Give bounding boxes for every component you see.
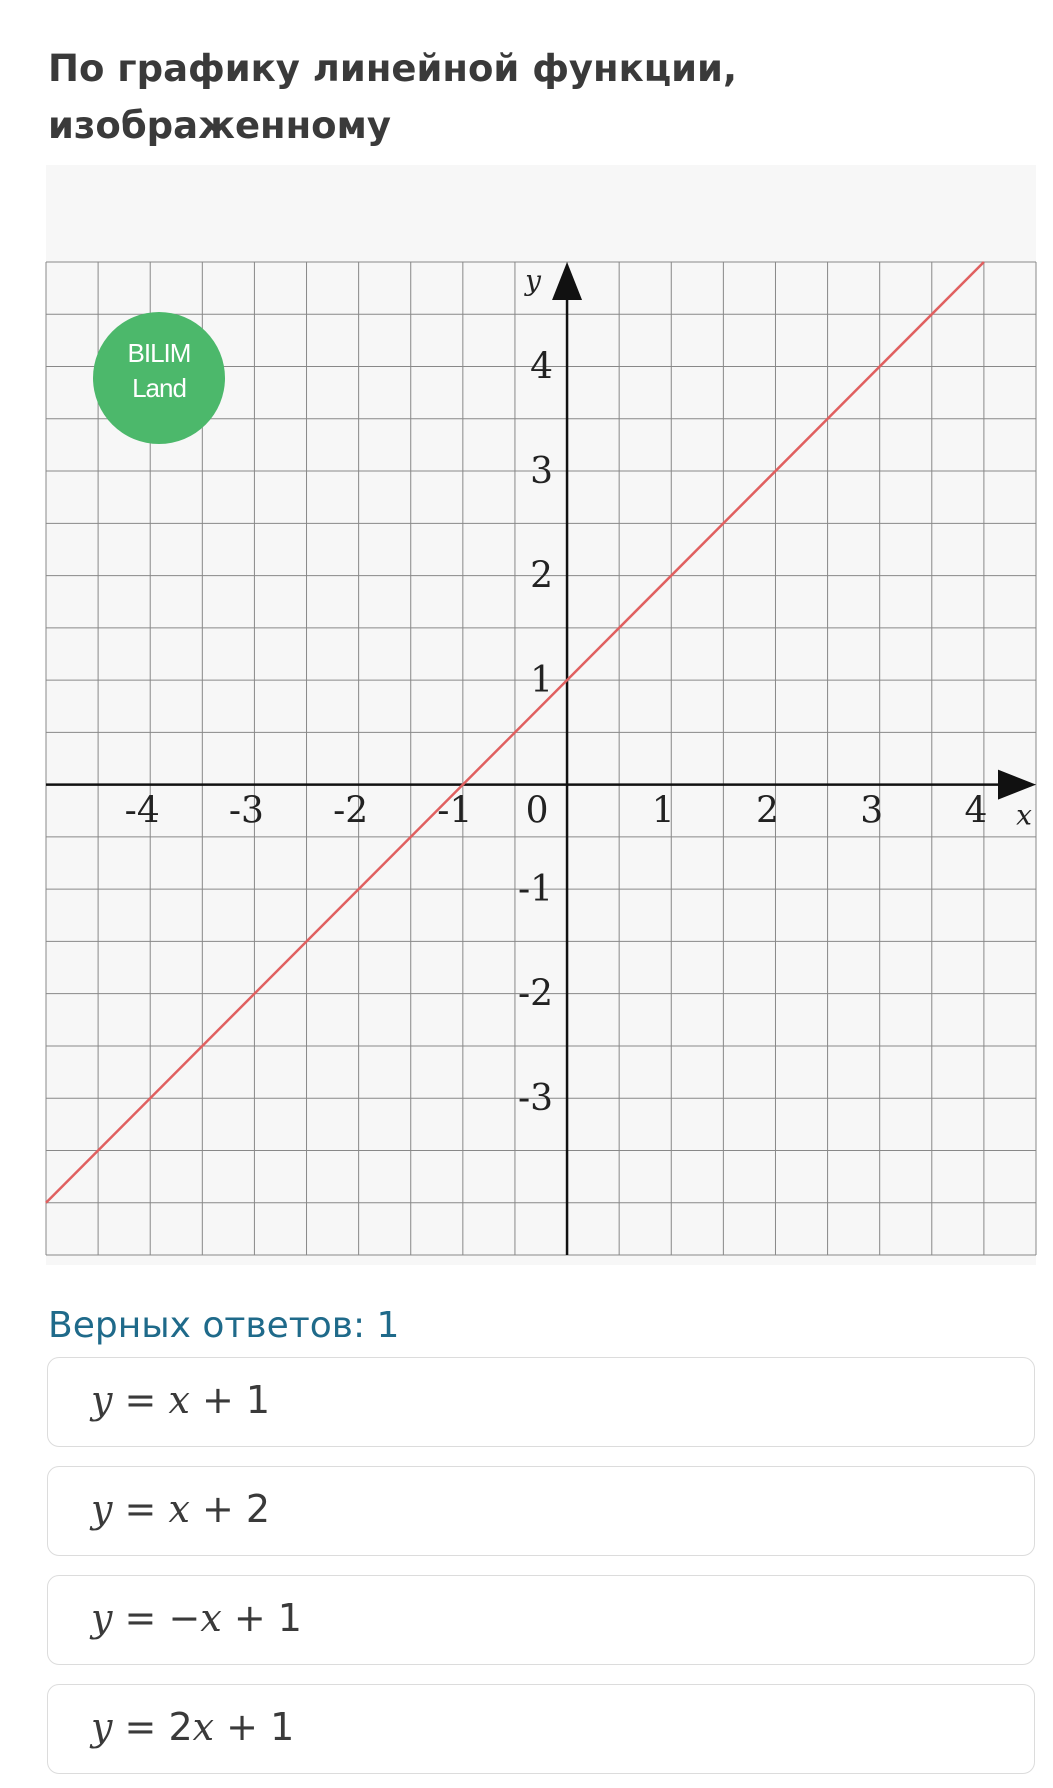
math-text: = 2 — [112, 1705, 193, 1749]
math-text: + 1 — [189, 1378, 271, 1422]
y-axis-arrow — [552, 262, 582, 300]
y-tick-label: -1 — [517, 869, 554, 911]
x-tick-label: 3 — [860, 790, 884, 832]
y-tick-label: 4 — [530, 346, 554, 388]
x-tick-label: -1 — [437, 790, 473, 832]
correct-answers-count: Верных ответов: 1 — [48, 1305, 400, 1346]
x-tick-label: -2 — [333, 790, 369, 832]
math-variable: x — [192, 1705, 215, 1749]
math-variable: x — [200, 1596, 222, 1640]
math-text: = — [112, 1378, 169, 1422]
x-tick-label: 4 — [964, 790, 988, 832]
math-variable: y — [91, 1487, 113, 1531]
logo-text-line-1: BILIM — [127, 338, 191, 368]
answer-option-text — [91, 1378, 270, 1422]
x-tick-label: 2 — [756, 790, 779, 832]
math-variable: y — [91, 1705, 113, 1749]
x-axis-label: x — [1016, 798, 1032, 832]
logo-text-line-2: Land — [132, 373, 186, 403]
math-variable: y — [91, 1596, 113, 1640]
y-tick-label: 1 — [530, 660, 554, 702]
y-tick-label: -2 — [517, 973, 554, 1015]
bilimland-logo — [93, 312, 225, 444]
tick-labels — [125, 264, 1032, 1119]
answer-option-text — [91, 1705, 294, 1749]
math-variable: x — [168, 1378, 190, 1422]
math-text: + 1 — [214, 1705, 295, 1749]
answer-option[interactable] — [47, 1684, 1035, 1774]
math-text: + 2 — [189, 1487, 271, 1531]
answer-option[interactable] — [47, 1466, 1035, 1556]
answer-option-text — [91, 1487, 270, 1531]
math-text: = — [112, 1487, 169, 1531]
function-graph — [46, 262, 1036, 1255]
answer-option[interactable] — [47, 1357, 1035, 1447]
math-text: + 1 — [221, 1596, 302, 1640]
y-tick-label: 2 — [530, 555, 554, 597]
x-tick-label: -4 — [124, 790, 160, 832]
answer-option[interactable] — [47, 1575, 1035, 1665]
math-text: = − — [112, 1596, 201, 1640]
y-tick-label: -3 — [517, 1078, 554, 1120]
math-variable: y — [91, 1378, 113, 1422]
x-tick-label: 1 — [651, 790, 675, 832]
y-tick-label: 3 — [530, 451, 554, 493]
answer-option-text — [91, 1596, 302, 1640]
question-line-1: По графику линейной функции, изображенному — [48, 47, 738, 147]
math-variable: x — [168, 1487, 190, 1531]
x-tick-label: -3 — [228, 790, 264, 832]
x-tick-label: 0 — [525, 790, 549, 832]
y-axis-label: y — [525, 264, 541, 297]
x-axis-arrow — [998, 770, 1036, 800]
